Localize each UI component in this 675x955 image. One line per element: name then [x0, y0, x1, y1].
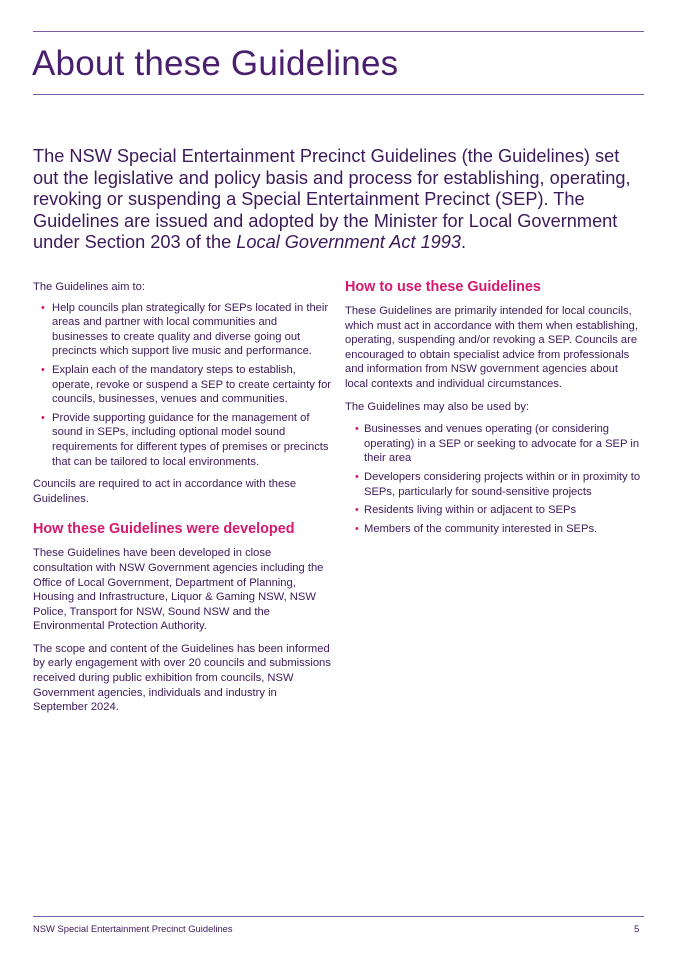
aim-text: Provide supporting guidance for the management of sound in SEPs, including optional model sound requirements for different types of premises or precincts that can be tailored to local environments.	[52, 411, 329, 468]
list-item	[345, 522, 643, 537]
list-item	[33, 301, 331, 359]
right-column	[345, 278, 643, 544]
intro-act-name: Local Government Act 1993	[236, 232, 462, 252]
use-heading: How to use these Guidelines	[345, 279, 541, 295]
page-number: 5	[634, 923, 640, 934]
developed-heading: How these Guidelines were developed	[33, 521, 295, 538]
use-paragraph-2: The Guidelines may also be used by:	[345, 400, 530, 413]
bullet-icon: •	[41, 363, 45, 376]
list-item	[345, 503, 643, 518]
left-column	[33, 278, 331, 723]
intro-end: .	[461, 232, 467, 252]
list-item	[345, 470, 643, 499]
audience-text: Businesses and venues operating (or considering operating) in a SEP or seeking to advocate for a SEP in their area	[364, 423, 640, 465]
aim-text: Help councils plan strategically for SEPs located in their areas and partner with local communities and businesses to create quality and diverse going out precincts which support live music and performance.	[52, 301, 329, 358]
aims-intro: The Guidelines aim to:	[33, 281, 145, 293]
bullet-icon: •	[41, 301, 45, 314]
bullet-icon: •	[355, 522, 359, 535]
audience-text: Residents living within or adjacent to SEPs	[364, 504, 577, 517]
top-rule	[33, 31, 644, 32]
bullet-icon: •	[355, 423, 359, 436]
intro-text: The NSW Special Entertainment Precinct Guidelines (the Guidelines) set out the legislative and policy basis and process for establishing, operating, revoking or suspending a Special Entertainment Precinct (SEP). The Guidelines are issued and adopted by the Minister for Local Government under Section 203 of the	[33, 146, 631, 252]
list-item	[33, 363, 331, 407]
audience-text: Developers considering projects within or in proximity to SEPs, particularly for sound-sensitive projects	[364, 470, 641, 498]
list-item	[345, 422, 643, 466]
audience-text: Members of the community interested in SEPs.	[364, 522, 598, 535]
title-rule	[33, 94, 644, 95]
footer-rule	[33, 916, 644, 917]
developed-paragraph-1: These Guidelines have been developed in close consultation with NSW Government agencies including the Office of Local Government, Department of Planning, Housing and Infrastructure, Liquor & Gaming NSW, NSW Police, Transport for NSW, Sound NSW and the Environmental Protection Authority.	[33, 547, 324, 633]
page-title: About these Guidelines	[32, 44, 399, 83]
list-item	[33, 411, 331, 469]
audience-list	[345, 422, 643, 536]
required-paragraph: Councils are required to act in accordance with these Guidelines.	[33, 478, 297, 505]
bullet-icon: •	[41, 411, 45, 424]
developed-paragraph-2: The scope and content of the Guidelines has been informed by early engagement with over 20 councils and submissions received during public exhibition from councils, NSW Government agencies, individuals and industry in September 2024.	[33, 642, 331, 714]
aim-text: Explain each of the mandatory steps to establish, operate, revoke or suspend a SEP to create certainty for councils, businesses, venues and communities.	[52, 363, 332, 406]
use-paragraph-1: These Guidelines are primarily intended for local councils, which must act in accordance with them when establishing, operating, suspending and/or revoking a SEP. Councils are encouraged to obtain specialist advice from professionals and information from NSW government agencies about local contexts and individual circumstances.	[345, 305, 638, 390]
bullet-icon: •	[355, 470, 359, 483]
aims-list	[33, 301, 331, 470]
intro-paragraph	[33, 146, 645, 254]
footer-doc-title: NSW Special Entertainment Precinct Guidelines	[33, 923, 233, 934]
bullet-icon: •	[355, 504, 359, 517]
